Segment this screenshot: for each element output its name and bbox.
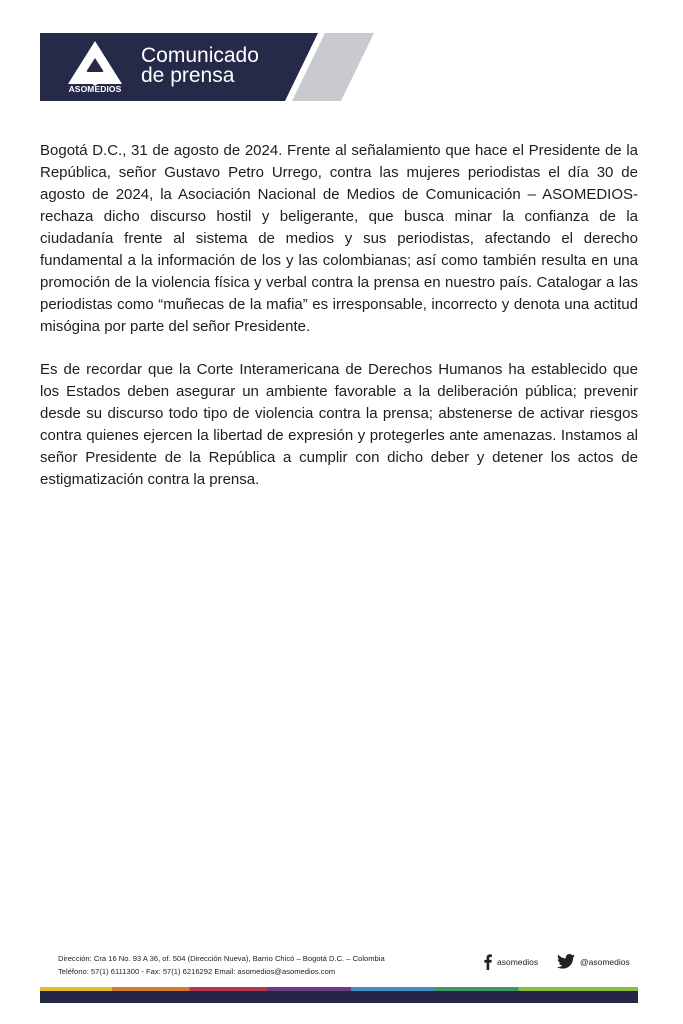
paragraph-1: Bogotá D.C., 31 de agosto de 2024. Frente al señalamiento que hace el Presidente de la República, señor Gustavo Petro Urrego, contra las mujeres periodistas el día 30 de agosto de 2024, la Asociación Nacional de Medios de Comunicación – ASOMEDIOS- rechaza dicho discurso hostil y beligerante, que busca minar la confianza de la ciudadanía frente al sistema de medios y sus periodistas, afectando el derecho fundamental a la información de los y las colombianas; así como también resulta en una promoción de la violencia física y verbal contra la prensa en nuestro país. Catalogar a las periodistas como “muñecas de la mafia” es irresponsable, incorrecto y denota una actitud misógina por parte del señor Presidente. (40, 142, 638, 335)
title-line-1: Comunicado (141, 44, 259, 67)
paragraph-2: Es de recordar que la Corte Interamericana de Derechos Humanos ha establecido que los Estados deben asegurar un ambiente favorable a la deliberación pública; prevenir desde su discurso todo tipo de violencia contra la prensa; abstenerse de activar riesgos contra quienes ejercen la libertad de expresión y protegerles ante amenazas. Instamos al señor Presidente de la República a cumplir con dicho deber y detener los actos de estigmatización contra la prensa. (40, 361, 638, 488)
contact-info (58, 952, 478, 978)
page-title (141, 46, 259, 86)
facebook-handle: asomedios (497, 957, 539, 967)
twitter-link[interactable] (557, 954, 630, 969)
facebook-icon (484, 954, 492, 970)
title-line-2: de prensa (141, 64, 235, 87)
brand-name: ASOMEDIOS (68, 84, 122, 94)
twitter-handle: @asomedios (580, 956, 630, 967)
footer (0, 944, 683, 1014)
press-release-header (0, 0, 683, 110)
facebook-link[interactable] (484, 954, 538, 970)
footer-color-bar (40, 987, 638, 1003)
dark-band (40, 991, 638, 1003)
address-line: Dirección: Cra 16 No. 93 A 36, of. 504 (Dirección Nueva), Barrio Chicó – Bogotá D.C. – Colombia (58, 954, 385, 963)
phone-email-line: Teléfono: 57(1) 6111300 - Fax: 57(1) 6216292 Email: asomedios@asomedios.com (58, 967, 336, 976)
twitter-icon (557, 954, 575, 969)
statement-body (40, 140, 638, 512)
